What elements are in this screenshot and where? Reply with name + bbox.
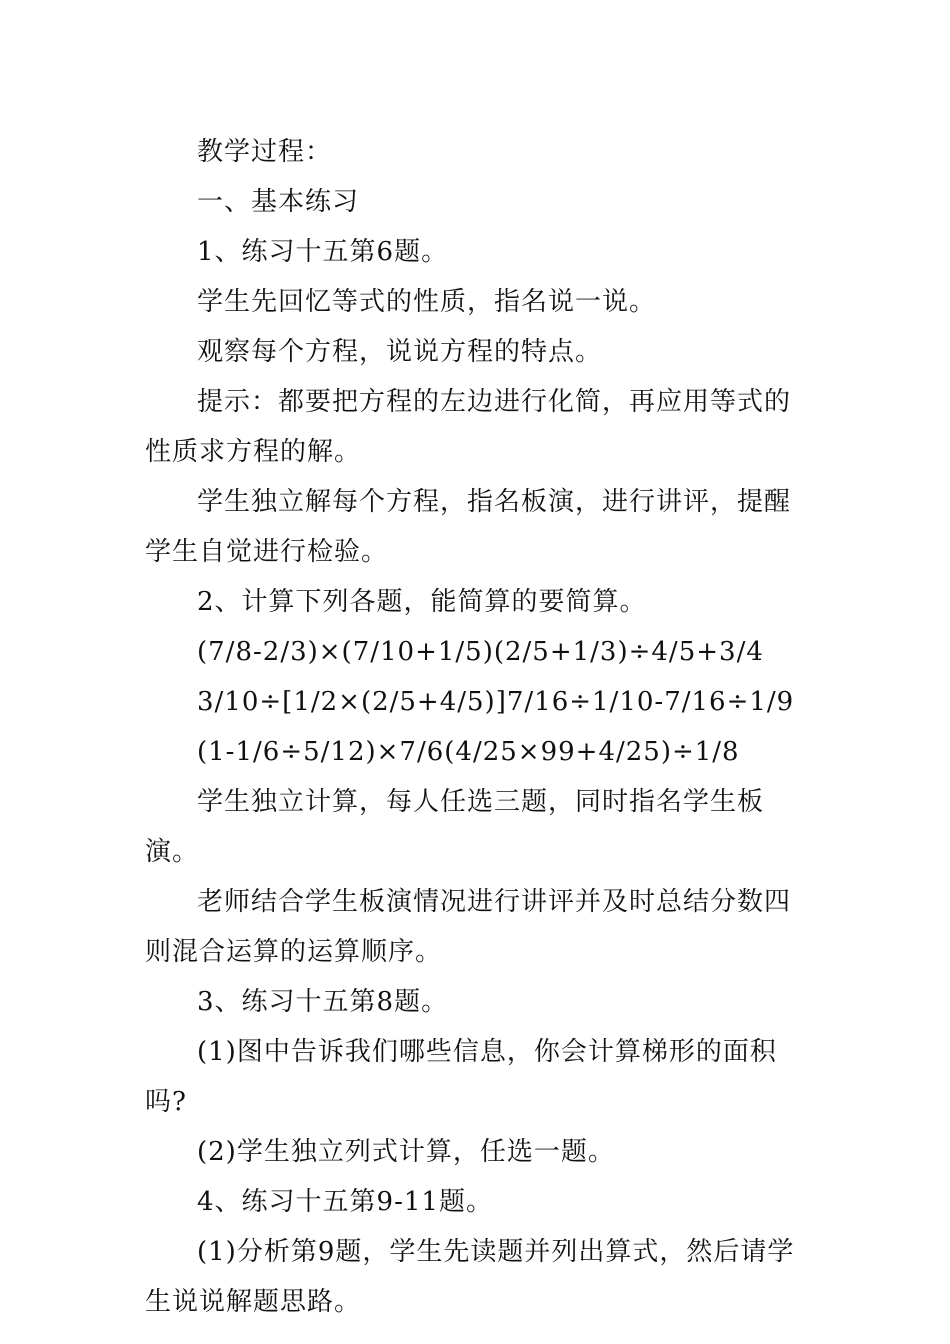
expression-row-3: (1-1/6÷5/12)×7/6(4/25×99+4/25)÷1/8: [197, 737, 740, 767]
item-3-sub-2: (2)学生独立列式计算，任选一题。: [197, 1137, 615, 1167]
paragraph-recall-properties: 学生先回忆等式的性质，指名说一说。: [197, 287, 657, 317]
expression-row-2: 3/10÷[1/2×(2/5+4/5)]7/16÷1/10-7/16÷1/9: [197, 687, 795, 717]
heading-teaching-process: 教学过程：: [197, 137, 333, 167]
paragraph-teacher-summary: 老师结合学生板演情况进行讲评并及时总结分数四则混合运算的运算顺序。: [145, 887, 792, 967]
item-3-title: 3、练习十五第8题。: [197, 987, 449, 1017]
item-4-title: 4、练习十五第9-11题。: [197, 1187, 493, 1217]
item-4-sub-1: (1)分析第9题，学生先读题并列出算式，然后请学生说说解题思路。: [145, 1237, 795, 1317]
section-basic-practice: 一、基本练习: [197, 187, 360, 217]
paragraph-observe-equations: 观察每个方程，说说方程的特点。: [197, 337, 603, 367]
paragraph-solve-independently: 学生独立解每个方程，指名板演，进行讲评，提醒学生自觉进行检验。: [145, 487, 792, 567]
paragraph-independent-calc: 学生独立计算，每人任选三题，同时指名学生板演。: [145, 787, 765, 867]
paragraph-hint: 提示：都要把方程的左边进行化简，再应用等式的性质求方程的解。: [145, 387, 792, 467]
item-2-title: 2、计算下列各题，能简算的要简算。: [197, 587, 647, 617]
item-3-sub-1: (1)图中告诉我们哪些信息，你会计算梯形的面积吗?: [145, 1037, 777, 1117]
item-1-title: 1、练习十五第6题。: [197, 237, 449, 267]
document-body: [145, 127, 810, 1327]
expression-row-1: (7/8-2/3)×(7/10+1/5)(2/5+1/3)÷4/5+3/4: [197, 637, 764, 667]
